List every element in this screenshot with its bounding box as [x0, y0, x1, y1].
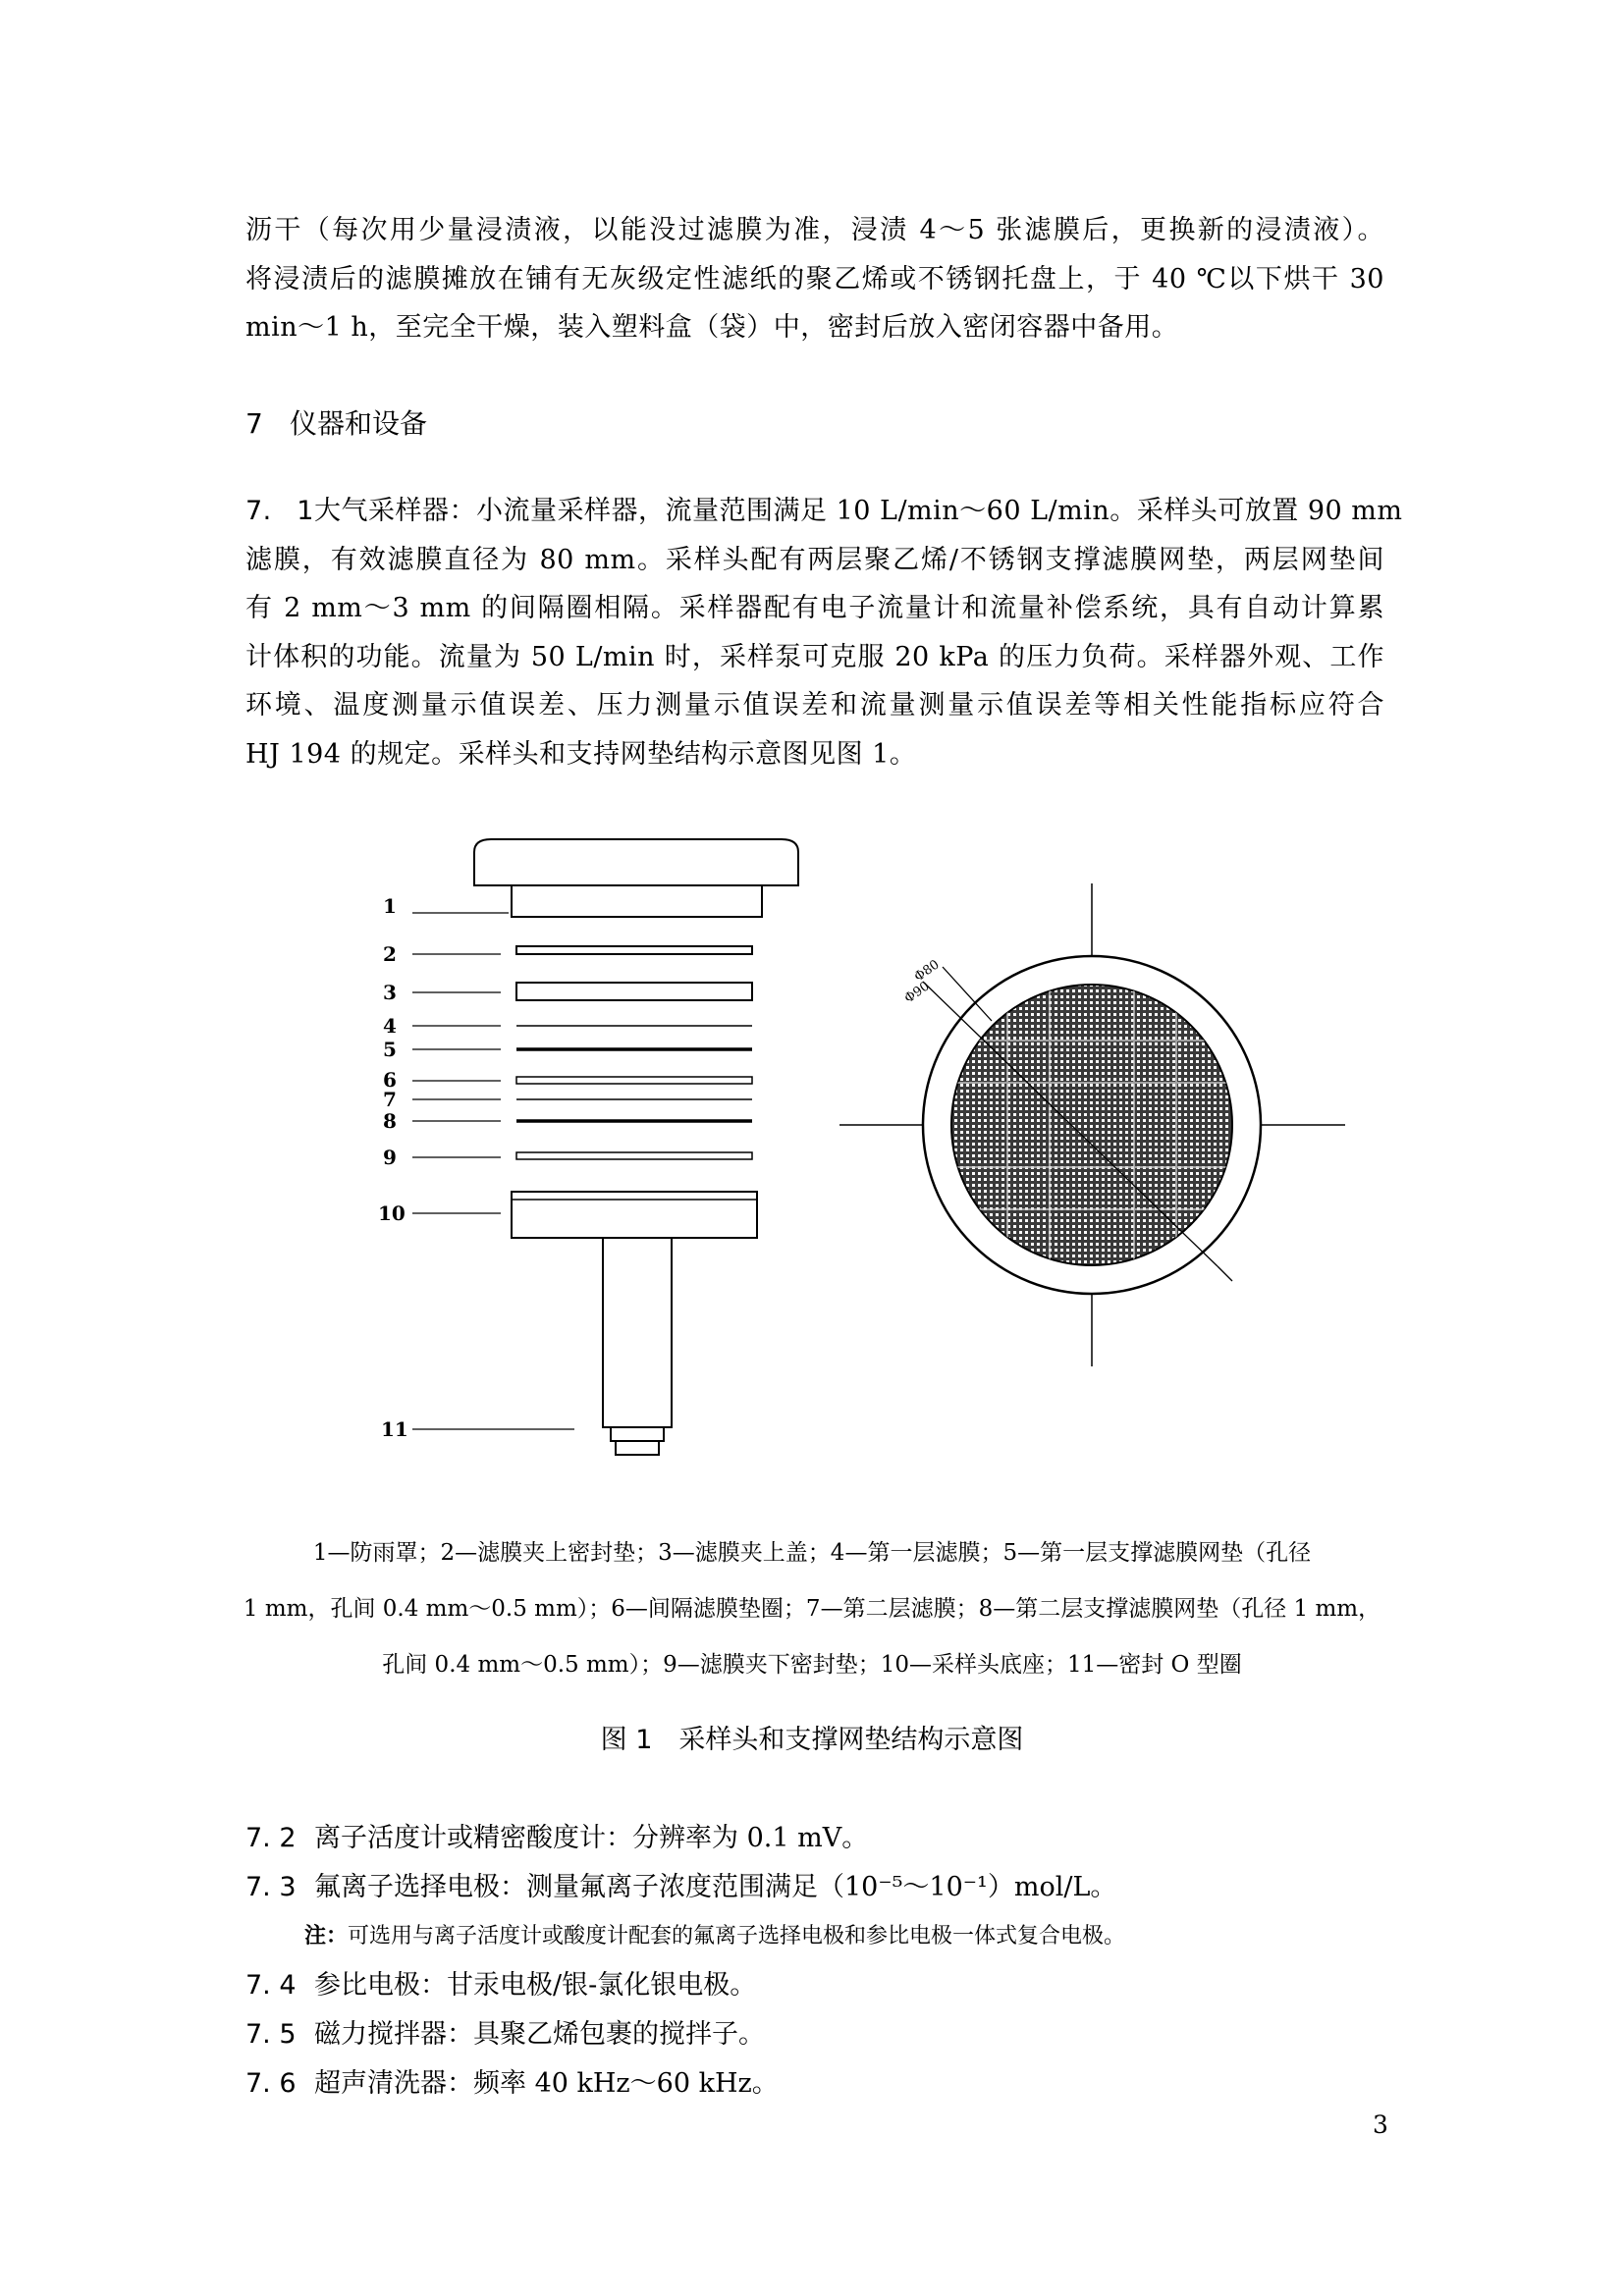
filter-holder-upper-cap — [516, 983, 752, 1000]
part-label-9: 9 — [383, 1146, 397, 1169]
item-7-6 — [245, 2061, 779, 2100]
figure-legend-line: 孔间 0.4 mm～0.5 mm）；9—滤膜夹下密封垫；10—采样头底座；11—密封 O 型圈 — [382, 1652, 1242, 1678]
spacer-ring — [516, 1077, 752, 1084]
item-number: 7. 4 — [245, 1970, 297, 2001]
item-number: 7. 6 — [245, 2068, 297, 2099]
section-heading — [245, 402, 427, 442]
part-label-8: 8 — [383, 1109, 397, 1133]
note-text: 可选用与离子活度计或酸度计配套的氟离子选择电极和参比电极一体式复合电极。 — [348, 1924, 1126, 1949]
note — [304, 1919, 1125, 1949]
item-7-3 — [245, 1865, 1116, 1903]
item-number: 7. 1 — [245, 496, 314, 526]
item-number: 7. 5 — [245, 2019, 297, 2050]
sampling-head-base — [512, 1192, 757, 1238]
text-line: 计体积的功能。流量为 50 L/min 时，采样泵可克服 20 kPa 的压力负荷。采样器外观、工作 — [245, 641, 1384, 672]
part-label-6: 6 — [383, 1068, 397, 1092]
item-7-4 — [245, 1963, 756, 2002]
part-label-11: 11 — [381, 1417, 408, 1441]
item-number: 7. 2 — [245, 1823, 297, 1853]
dim-label-80: Φ80 — [911, 957, 943, 986]
part-label-10: 10 — [378, 1201, 406, 1225]
o-ring-seal — [611, 1427, 664, 1441]
text-line: 有 2 mm～3 mm 的间隔圈相隔。采样器配有电子流量计和流量补偿系统，具有自动计算累 — [245, 593, 1384, 623]
figure-1-diagram — [0, 825, 1624, 1472]
sampling-head-exploded-view — [474, 839, 798, 1455]
item-text: 大气采样器：小流量采样器，流量范围满足 10 L/min～60 L/min。采样头可放置 90 mm — [314, 496, 1403, 526]
section-title: 仪器和设备 — [290, 407, 428, 440]
rain-cover — [474, 839, 798, 885]
text-line: 滤膜，有效滤膜直径为 80 mm。采样头配有两层聚乙烯/不锈钢支撑滤膜网垫，两层网垫间 — [245, 544, 1384, 575]
rain-cover-rim — [512, 885, 762, 917]
item-7-1 — [245, 487, 1403, 778]
item-text: 参比电极：甘汞电极/银-氯化银电极。 — [314, 1970, 757, 2001]
part-number-labels — [378, 894, 408, 1441]
text-line: 将浸渍后的滤膜摊放在铺有无灰级定性滤纸的聚乙烯或不锈钢托盘上，于 40 ℃以下烘干 30 — [245, 263, 1384, 294]
text-line: min～1 h，至完全干燥，装入塑料盒（袋）中，密封后放入密闭容器中备用。 — [245, 312, 1179, 343]
dim-label-90: Φ90 — [901, 979, 933, 1007]
page-number: 3 — [1373, 2110, 1388, 2139]
part-label-1: 1 — [383, 894, 397, 918]
base-stem — [603, 1238, 672, 1427]
item-text: 离子活度计或精密酸度计：分辨率为 0.1 mV。 — [314, 1823, 869, 1853]
item-text: 磁力搅拌器：具聚乙烯包裹的搅拌子。 — [314, 2019, 765, 2050]
figure-legend-line: 1 mm，孔间 0.4 mm～0.5 mm）；6—间隔滤膜垫圈；7—第二层滤膜；8—第二层支撑滤膜网垫（孔径 1 mm， — [243, 1596, 1381, 1622]
upper-seal-gasket — [516, 946, 752, 954]
item-7-2 — [245, 1816, 868, 1854]
item-text: 超声清洗器：频率 40 kHz～60 kHz。 — [314, 2068, 779, 2099]
figure-legend-line: 1—防雨罩；2—滤膜夹上密封垫；3—滤膜夹上盖；4—第一层滤膜；5—第一层支撑滤膜网垫（孔径 — [312, 1540, 1312, 1566]
section-number: 7 — [245, 407, 263, 440]
paragraph-continuation — [245, 206, 1384, 352]
note-label: 注： — [304, 1924, 349, 1949]
lower-seal-gasket — [516, 1152, 752, 1159]
text-line — [245, 487, 1403, 536]
text-line: 沥干（每次用少量浸渍液，以能没过滤膜为准，浸渍 4～5 张滤膜后，更换新的浸渍液）。 — [245, 215, 1384, 245]
part-label-7: 7 — [383, 1088, 397, 1111]
part-label-2: 2 — [383, 942, 397, 966]
part-label-3: 3 — [383, 981, 397, 1004]
part-label-5: 5 — [383, 1038, 397, 1061]
text-line: 环境、温度测量示值误差、压力测量示值误差和流量测量示值误差等相关性能指标应符合 — [245, 690, 1384, 721]
mesh-area — [951, 985, 1232, 1265]
item-text: 氟离子选择电极：测量氟离子浓度范围满足（10⁻⁵～10⁻¹）mol/L。 — [314, 1872, 1117, 1902]
figure-title: 图 1 采样头和支撑网垫结构示意图 — [600, 1725, 1024, 1755]
item-7-5 — [245, 2012, 765, 2051]
part-label-4: 4 — [383, 1014, 397, 1038]
item-number: 7. 3 — [245, 1872, 297, 1902]
support-mesh-plan-view — [839, 883, 1345, 1366]
text-line: HJ 194 的规定。采样头和支持网垫结构示意图见图 1。 — [245, 738, 917, 770]
